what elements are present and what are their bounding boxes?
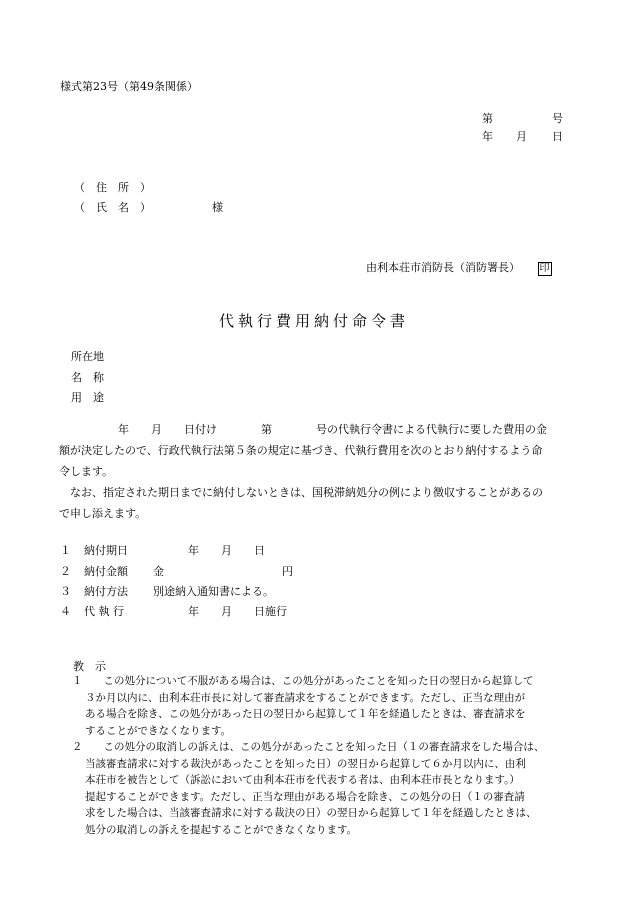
- body-line: 令します。: [59, 465, 114, 478]
- body-line: で申し添えます。: [59, 507, 147, 520]
- body-line: 年 月 日付け 第 号の代執行令書による代執行に要した費用の金: [118, 423, 547, 436]
- name-label: （ 氏 名 ）: [74, 201, 151, 214]
- address-label: （ 住 所 ）: [74, 181, 151, 194]
- notice-heading: 教 示: [73, 660, 106, 673]
- doc-number-prefix: 第: [482, 112, 493, 125]
- item-label: 納付金額: [84, 565, 128, 578]
- notice-line: することができなくなります。: [85, 724, 232, 737]
- item-value: 金: [153, 565, 164, 578]
- body-paragraph-1: [59, 419, 579, 482]
- date-day: 日: [552, 130, 563, 143]
- field-location: 所在地: [71, 350, 104, 363]
- item-number: １: [60, 544, 71, 557]
- notice-line: １ この処分について不服がある場合は、この処分があったことを知った日の翌日から起算して: [72, 675, 534, 687]
- item-number: ４: [60, 605, 71, 618]
- document-title: 代執行費用納付命令書: [219, 312, 410, 330]
- notice-line: 求をした場合は、当該審査請求に対する裁決の日）の翌日から起算して１年を経過したときは、: [85, 807, 537, 819]
- seal-stamp: 印: [539, 263, 550, 274]
- notice-line: 処分の取消しの訴えを提起することができなくなります。: [85, 823, 358, 836]
- honorific: 様: [212, 201, 223, 214]
- notice-line: ある場合を除き、この処分があった日の翌日から起算して１年を経過したときは、審査請求を: [85, 708, 526, 720]
- body-line: なお、指定された期日までに納付しないときは、国税滞納処分の例により徴収することがあるの: [70, 486, 543, 499]
- item-value: 年 月 日: [188, 544, 265, 557]
- notice-line: 本荘市を被告として（訴訟において由利本荘市を代表する者は、由利本荘市長となります。）: [85, 774, 520, 786]
- item-number: ２: [60, 565, 71, 578]
- notice-line: ３か月以内に、由利本荘市長に対して審査請求をすることができます。ただし、正当な理由が: [85, 691, 526, 704]
- item-label: 納付期日: [84, 544, 128, 557]
- item-value: 別途納入通知書による。: [153, 585, 274, 598]
- date-year: 年: [482, 130, 493, 143]
- field-name: 名 称: [71, 371, 104, 384]
- notice-line: 当該審査請求に対する裁決があったことを知った日）の翌日から起算して６か月以内に、由利: [85, 757, 526, 770]
- notice-line: 提起することができます。ただし、正当な理由がある場合を除き、この処分の日（１の審査請: [85, 790, 525, 803]
- form-label: 様式第23号（第49条関係）: [60, 80, 198, 93]
- issuer: [366, 262, 552, 276]
- item-label: 代 執 行: [84, 605, 124, 618]
- item-value: 年 月 日施行: [188, 605, 287, 618]
- body-line: 額が決定したので、行政代執行法第５条の規定に基づき、代執行費用を次のとおり納付するよう命: [59, 444, 543, 457]
- item-label: 納付方法: [84, 585, 128, 598]
- body-paragraph-2: [59, 482, 579, 524]
- issuer-name: 由利本荘市消防長（消防署長）: [366, 261, 520, 274]
- doc-number-suffix: 号: [552, 112, 563, 125]
- field-use: 用 途: [71, 391, 104, 404]
- item-number: ３: [60, 585, 71, 598]
- item-value-unit: 円: [282, 565, 293, 578]
- notice-body: [60, 673, 580, 838]
- notice-line: ２ この処分の取消しの訴えは、この処分があったことを知った日（１の審査請求をした場合は、: [72, 741, 545, 753]
- date-month: 月: [516, 130, 527, 143]
